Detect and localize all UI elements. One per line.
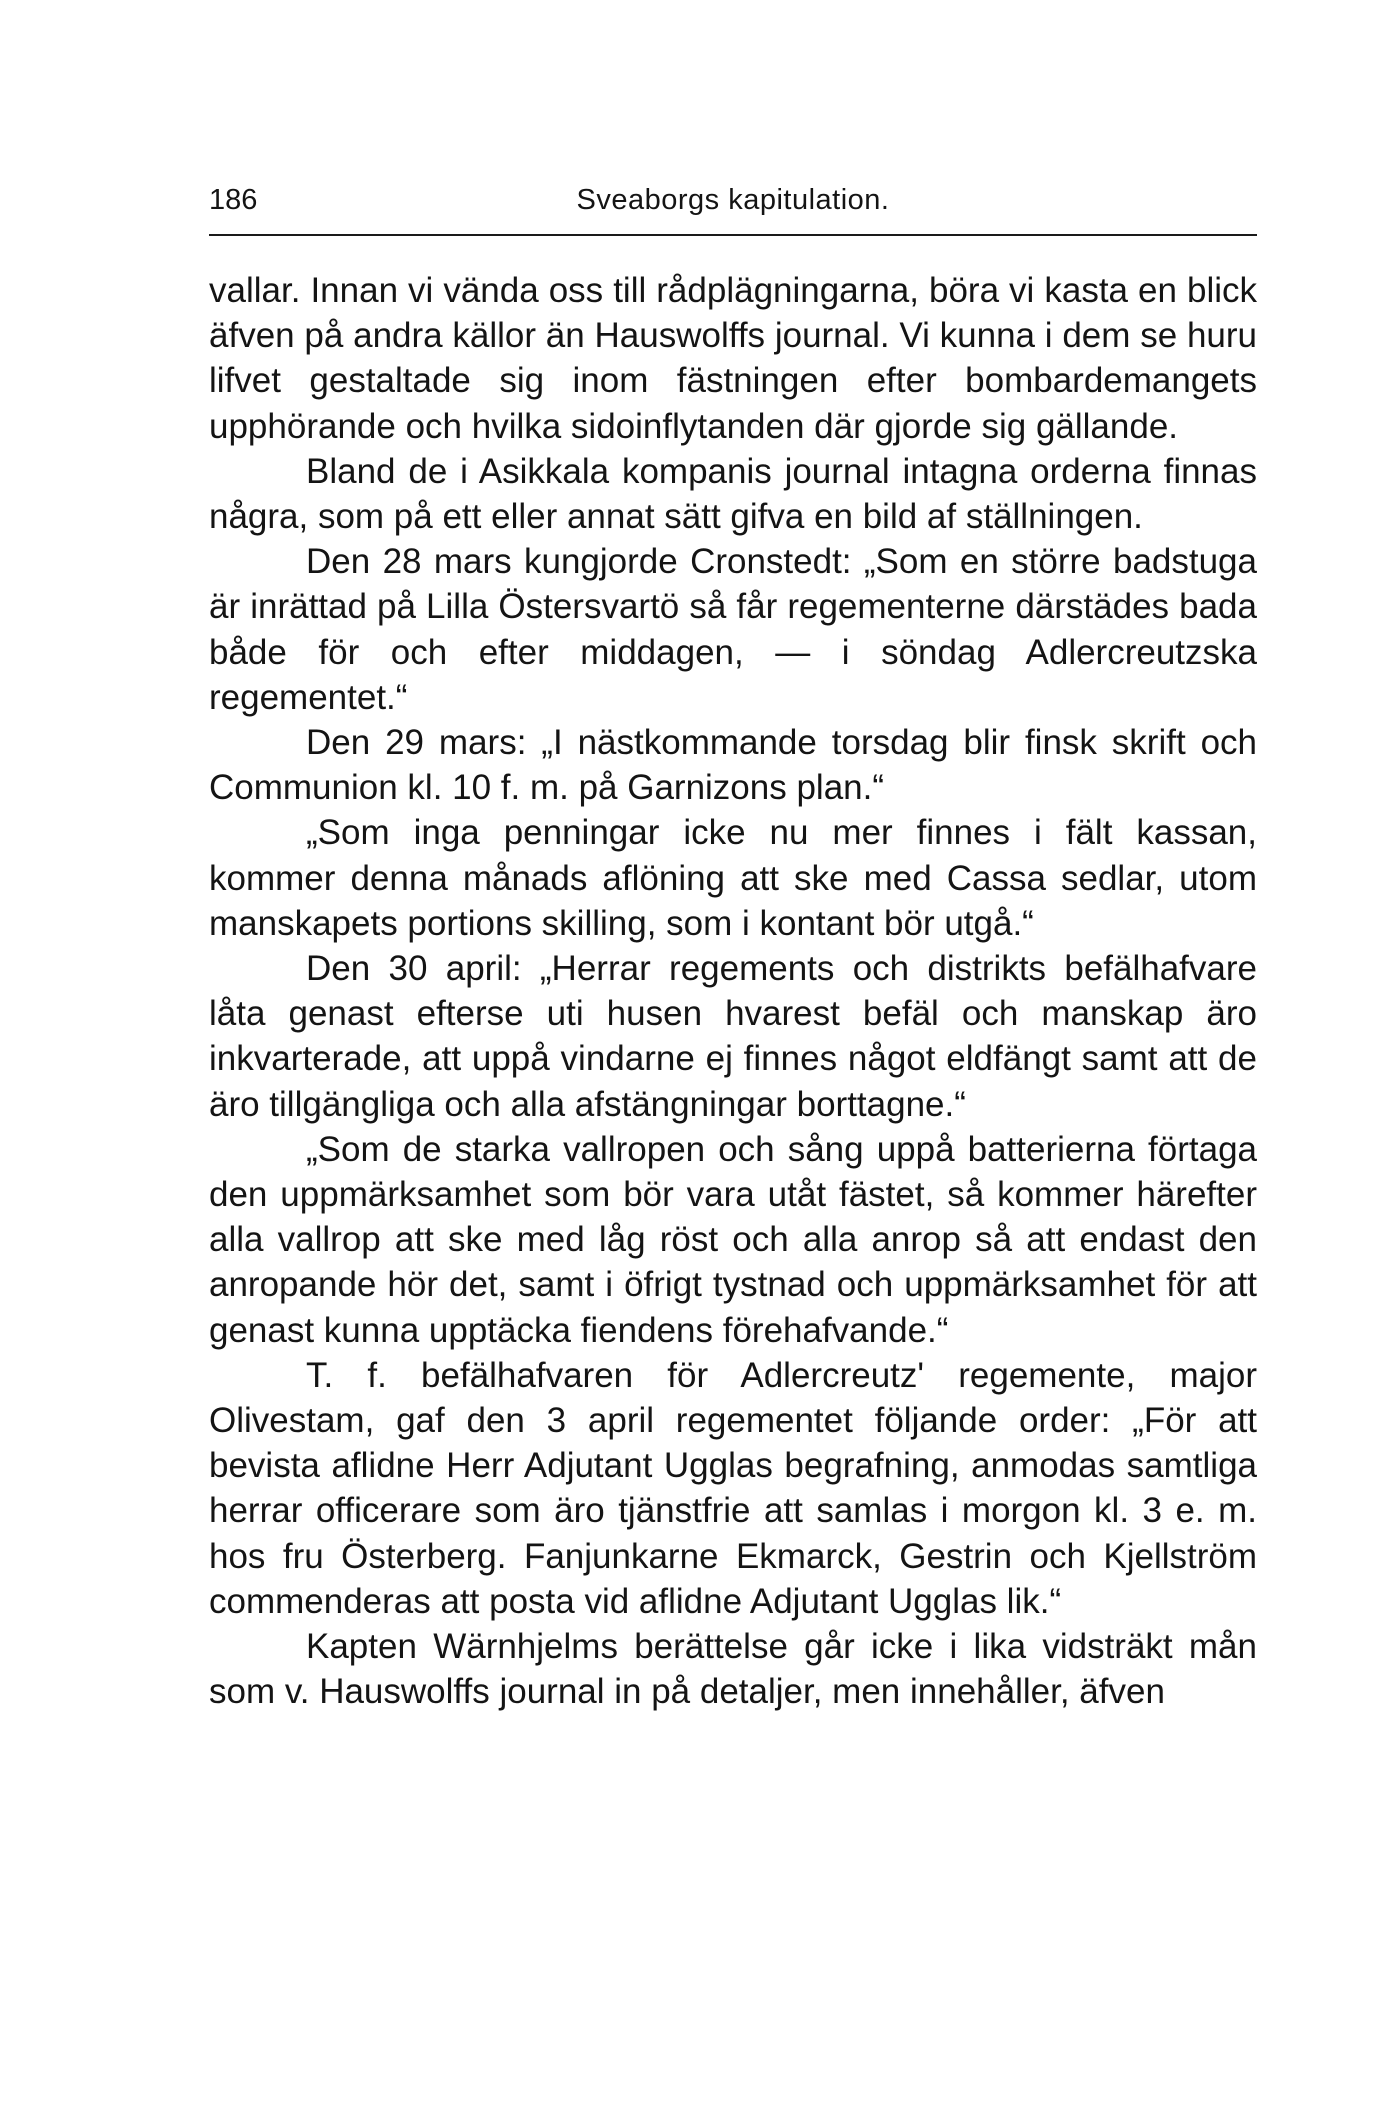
page-number: 186 xyxy=(209,184,258,216)
running-title: Sveaborgs kapitulation. xyxy=(576,184,890,216)
body-text xyxy=(209,268,1257,1715)
paragraph-9: Kapten Wärnhjelms berättelse går icke i lika vidsträkt mån som v. Hauswolffs journal in på detaljer, men innehåller, äfven xyxy=(209,1627,1257,1712)
paragraph-7: „Som de starka vallropen och sång uppå batterierna förtaga den uppmärksamhet som bör vara utåt fästet, så kommer härefter alla vallrop att ske med låg röst och alla anrop så att endast den anropande hör det, samt i öfrigt tystnad och uppmärksamhet för att genast kunna upptäcka fiendens förehafvande.“ xyxy=(209,1129,1257,1350)
paragraph-2: Bland de i Asikkala kompanis journal intagna orderna finnas några, som på ett eller annat sätt gifva en bild af ställningen. xyxy=(209,451,1257,537)
paragraph-4: Den 29 mars: „I nästkommande torsdag blir finsk skrift och Communion kl. 10 f. m. på Garnizons plan.“ xyxy=(209,723,1257,808)
paragraph-8: T. f. befälhafvaren för Adlercreutz' regemente, major Olivestam, gaf den 3 april regementet följande order: „För att bevista aflidne Herr Adjutant Ugglas begrafning, anmodas samtliga herrar officerare som äro tjänstfrie att samlas i morgon kl. 3 e. m. hos fru Österberg. Fanjunkarne Ekmarck, Gestrin och Kjellström commenderas att posta vid aflidne Adjutant Ugglas lik.“ xyxy=(209,1355,1257,1621)
paragraph-6: Den 30 april: „Herrar regements och distrikts befälhafvare låta genast efterse uti husen hvarest befäl och manskap äro inkvarterade, att uppå vindarne ej finnes något eldfängt samt att de äro tillgängliga och alla afstängningar borttagne.“ xyxy=(209,949,1257,1124)
header-rule xyxy=(209,234,1257,236)
paragraph-3: Den 28 mars kungjorde Cronstedt: „Som en större badstuga är inrättad på Lilla Östersvartö så får regementerne därstädes bada både för och efter middagen, — i söndag Adlercreutzska regementet.“ xyxy=(209,542,1257,717)
paragraph-1: vallar. Innan vi vända oss till rådplägningarna, böra vi kasta en blick äfven på andra källor än Hauswolffs journal. Vi kunna i dem se huru lifvet gestaltade sig inom fästningen efter bombardemangets upphörande och hvilka sidoinflytanden där gjorde sig gällande. xyxy=(209,271,1257,446)
page-header xyxy=(209,178,1257,228)
paragraph-5: „Som inga penningar icke nu mer finnes i fält kassan, kommer denna månads aflöning att ske med Cassa sedlar, utom manskapets portions skilling, som i kontant bör utgå.“ xyxy=(209,813,1257,943)
